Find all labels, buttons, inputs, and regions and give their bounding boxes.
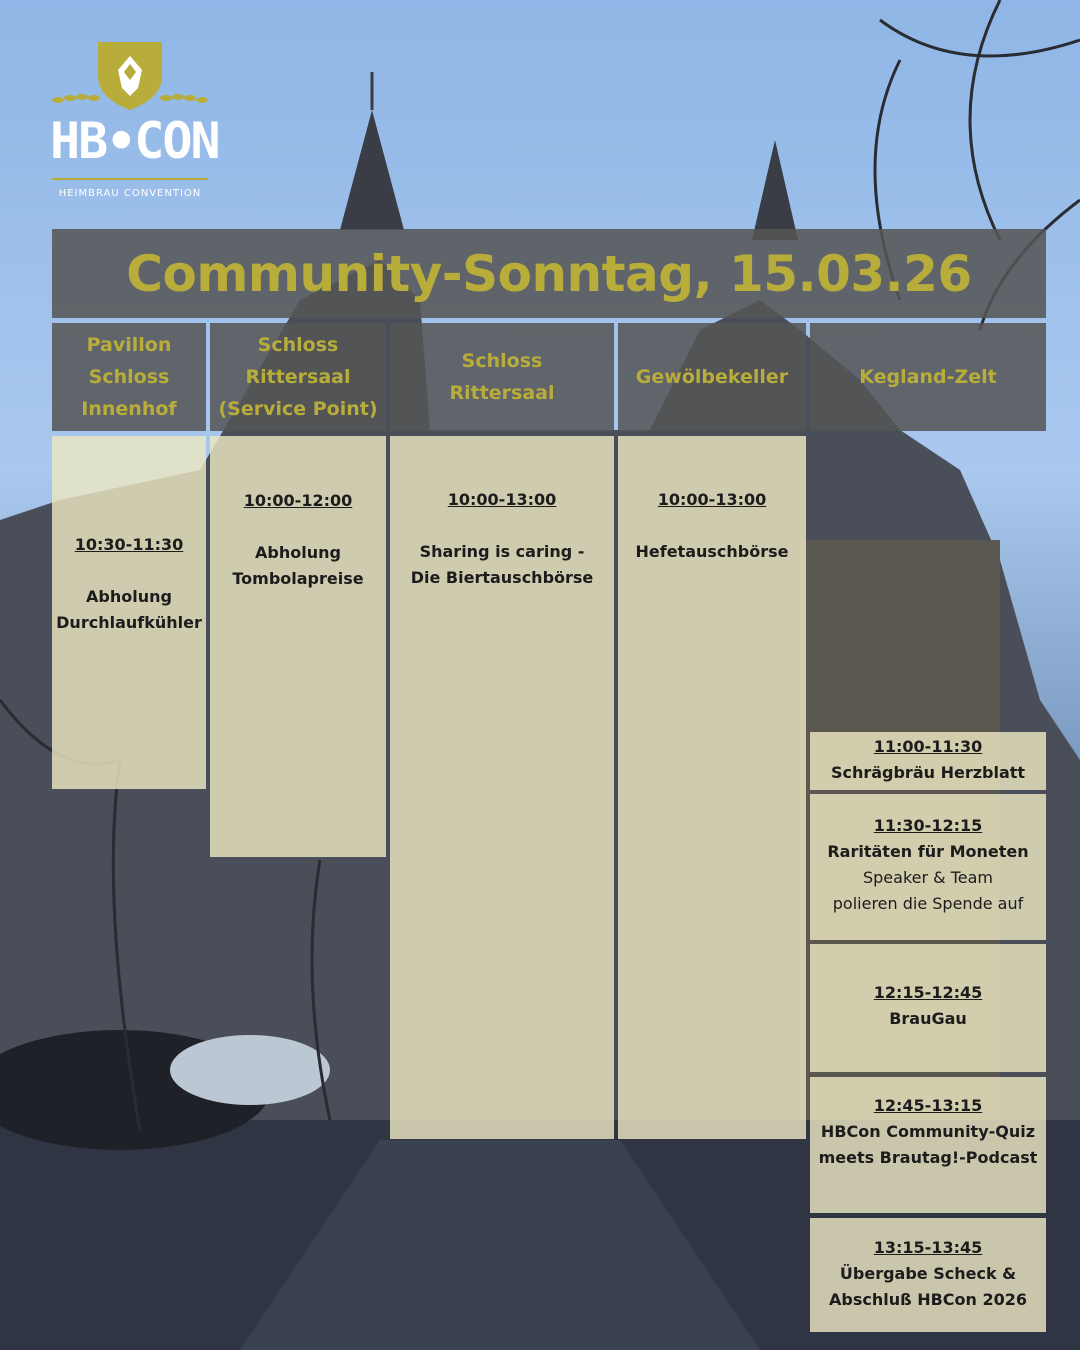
event-title: BrauGau: [889, 1009, 967, 1028]
event-time: 10:00-12:00: [243, 491, 353, 510]
event-time: 10:30-11:30: [74, 535, 184, 554]
hbcon-logo: [50, 38, 219, 208]
event-cell-service-point: [210, 436, 386, 857]
event-time: 13:15-13:45: [873, 1238, 983, 1257]
column-header-service-point: [210, 323, 386, 431]
column-header-label: Schloss Rittersaal (Service Point): [218, 334, 378, 420]
event-title: Abholung Tombolapreise: [232, 543, 364, 588]
event-time: 11:30-12:15: [873, 816, 983, 835]
event-subtitle: Speaker & Team polieren die Spende auf: [832, 868, 1024, 913]
event-cell-kegland-2: [810, 794, 1046, 940]
event-title: Hefetauschbörse: [635, 542, 789, 561]
event-cell-kegland-5: [810, 1218, 1046, 1332]
event-title: Schrägbräu Herzblatt: [830, 763, 1026, 782]
event-time: 12:45-13:15: [873, 1096, 983, 1115]
event-title: Übergabe Scheck & Abschluß HBCon 2026: [829, 1264, 1027, 1309]
event-time: 10:00-13:00: [447, 490, 557, 509]
column-header-pavillon: [52, 323, 206, 431]
logo-tagline: HEIMBRAU CONVENTION: [58, 188, 202, 199]
column-header-kegland: [810, 323, 1046, 431]
event-time: 10:00-13:00: [657, 490, 767, 509]
event-title: Raritäten für Moneten: [827, 842, 1029, 861]
page-title: Community-Sonntag, 15.03.26: [126, 244, 972, 303]
event-time: 11:00-11:30: [873, 737, 983, 756]
event-title: HBCon Community-Quiz meets Brautag!-Podcast: [818, 1122, 1038, 1167]
column-header-label: Gewölbekeller: [635, 366, 789, 388]
event-cell-gewoelbekeller: [618, 436, 806, 1139]
event-title: Abholung Durchlaufkühler: [56, 587, 202, 632]
title-banner: [52, 229, 1046, 318]
event-cell-kegland-1: [810, 732, 1046, 790]
logo-wordmark: HB•CON: [50, 112, 219, 170]
event-title: Sharing is caring - Die Biertauschbörse: [410, 542, 594, 587]
column-header-label: Pavillon Schloss Innenhof: [81, 334, 177, 420]
column-header-label: Kegland-Zelt: [859, 366, 997, 388]
logo-divider: [52, 178, 208, 180]
event-cell-kegland-4: [810, 1077, 1046, 1213]
column-header-label: Schloss Rittersaal: [449, 350, 555, 404]
event-cell-pavillon: [52, 436, 206, 789]
column-header-rittersaal: [390, 323, 614, 431]
event-cell-rittersaal: [390, 436, 614, 1139]
event-cell-kegland-3: [810, 944, 1046, 1072]
column-header-gewoelbekeller: [618, 323, 806, 431]
event-time: 12:15-12:45: [873, 983, 983, 1002]
